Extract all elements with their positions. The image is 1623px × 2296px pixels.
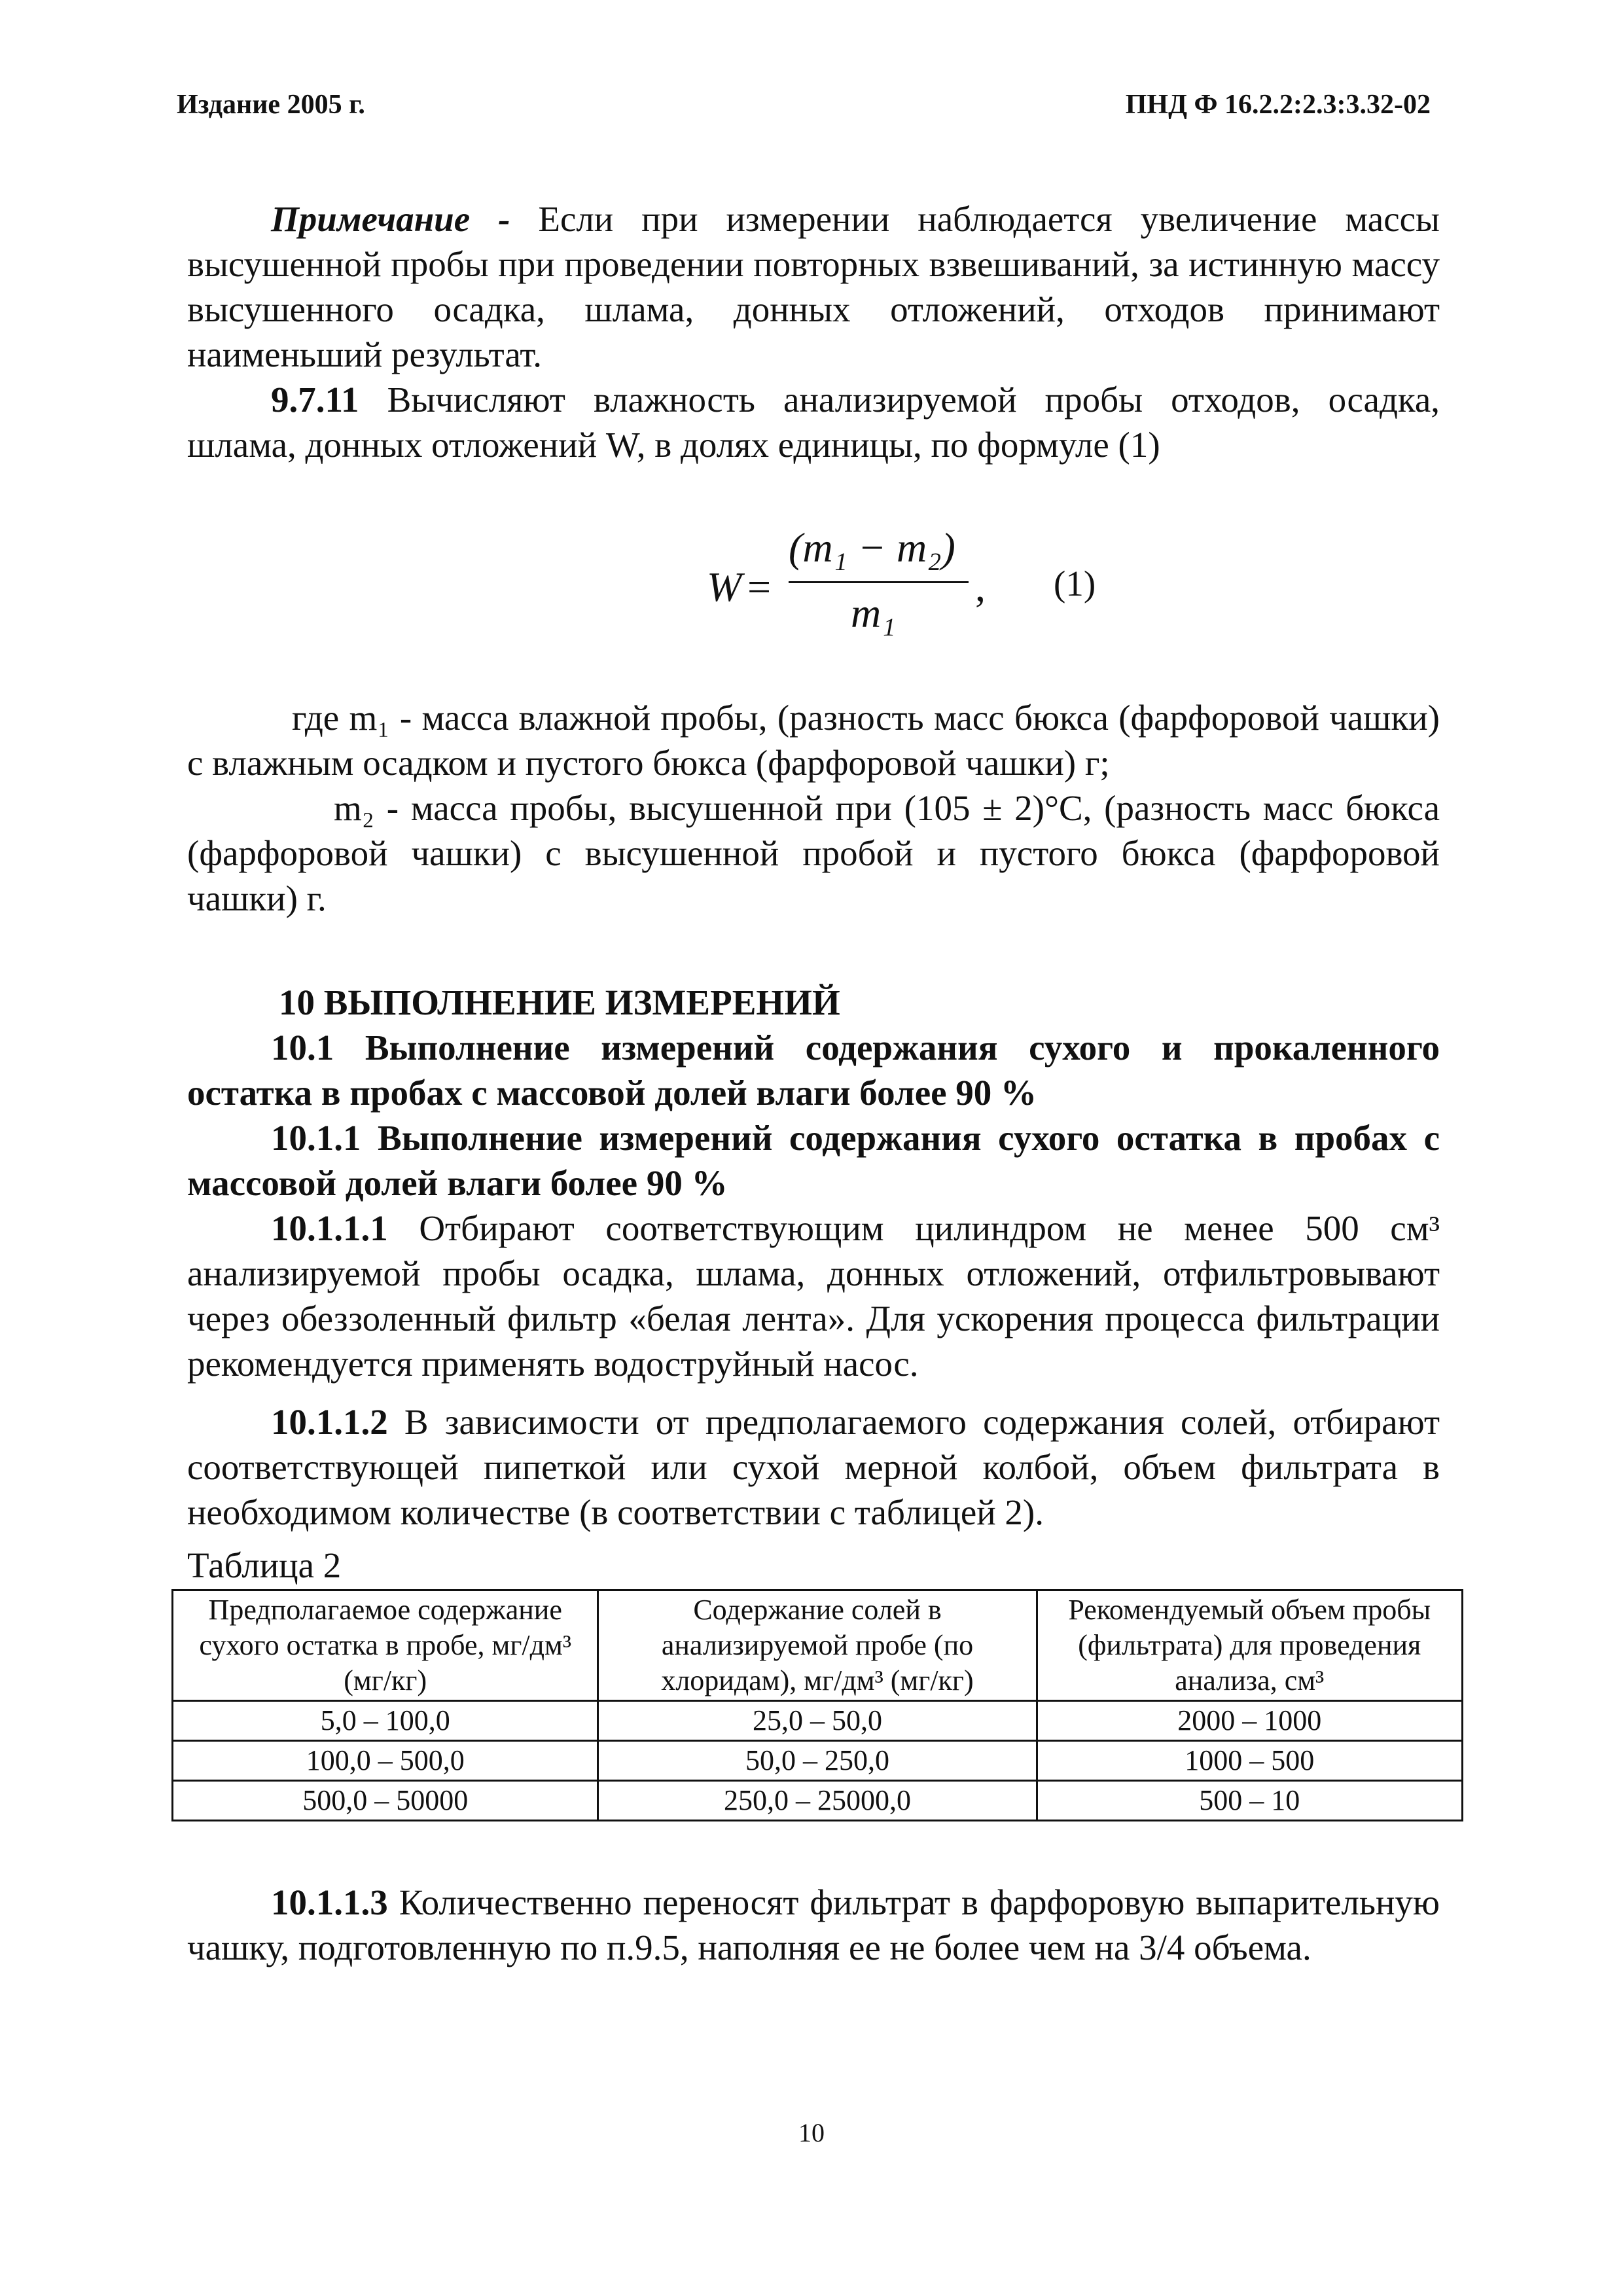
section-10 <box>187 980 1440 1535</box>
note-text: Если при измерении наблюдается увеличение массы высушенной пробы при проведении повторных взвешиваний, за истинную массу высушенного осадка, шлама, донных отложений, отходов принимают наименьший результат. <box>187 199 1440 374</box>
where-block <box>187 695 1440 921</box>
paragraph-10-1-1-3-number: 10.1.1.3 <box>271 1882 388 1922</box>
table-cell: 50,0 – 250,0 <box>598 1741 1037 1781</box>
paragraph-10-1-1-3 <box>187 1880 1440 1970</box>
paragraph-10-1-1-2 <box>187 1399 1440 1535</box>
table-cell: 1000 – 500 <box>1037 1741 1462 1781</box>
table-header-row <box>173 1590 1463 1701</box>
formula-1 <box>707 524 1165 661</box>
table-cell: 25,0 – 50,0 <box>598 1701 1037 1741</box>
formula-denominator: m₁ <box>851 590 896 636</box>
note-label: Примечание - <box>271 199 510 239</box>
formula-lhs: W <box>707 564 742 610</box>
table-2 <box>171 1589 1463 1821</box>
table-header-cell: Содержание солей в анализируемой пробе (по хлоридам), мг/дм³ (мг/кг) <box>598 1590 1037 1701</box>
page-number: 10 <box>798 2118 825 2147</box>
edition-label: Издание 2005 г. <box>177 90 365 120</box>
subsection-10-1-1: 10.1.1 Выполнение измерений содержания сухого остатка в пробах с массовой долей влаги более 90 % <box>187 1118 1440 1203</box>
formula-numerator: (m₁ − m₂) <box>789 524 955 571</box>
document-code: ПНД Ф 16.2.2:2.3:3.32-02 <box>1125 90 1431 120</box>
clause-9-7-11-text: Вычисляют влажность анализируемой пробы отходов, осадка, шлама, донных отложений W, в долях единицы, по формуле (1) <box>187 380 1440 465</box>
note-paragraph <box>187 196 1440 377</box>
paragraph-10-1-1-1-number: 10.1.1.1 <box>271 1208 388 1248</box>
clause-9-7-11 <box>187 377 1440 467</box>
paragraph-10-1-1-2-number: 10.1.1.2 <box>271 1402 388 1442</box>
paragraph-10-1-1-3-block <box>187 1880 1440 1970</box>
table-header-cell: Рекомендуемый объем пробы (фильтрата) для проведения анализа, см³ <box>1037 1590 1462 1701</box>
paragraph-10-1-1-2-text: В зависимости от предполагаемого содержания солей, отбирают соответствующей пипеткой или сухой мерной колбой, объем фильтрата в необходимом количестве (в соответствии с таблицей 2). <box>187 1402 1440 1532</box>
clause-9-7-11-number: 9.7.11 <box>271 380 359 420</box>
table-2-caption: Таблица 2 <box>187 1545 342 1585</box>
where-m1: где m₁ - масса влажной пробы, (разность масс бюкса (фарфоровой чашки) с влажным осадком и пустого бюкса (фарфоровой чашки) г; <box>187 698 1440 783</box>
table-cell: 250,0 – 25000,0 <box>598 1781 1037 1821</box>
subsection-10-1: 10.1 Выполнение измерений содержания сухого и прокаленного остатка в пробах с массовой долей влаги более 90 % <box>187 1028 1440 1113</box>
table-cell: 100,0 – 500,0 <box>173 1741 598 1781</box>
table-cell: 500 – 10 <box>1037 1781 1462 1821</box>
formula-comma: , <box>975 564 986 610</box>
formula-number: (1) <box>1054 564 1096 603</box>
table-cell: 5,0 – 100,0 <box>173 1701 598 1741</box>
table-cell: 2000 – 1000 <box>1037 1701 1462 1741</box>
paragraph-10-1-1-1-text: Отбирают соответствующим цилиндром не менее 500 см³ анализируемой пробы осадка, шлама, донных отложений, отфильтровывают через обеззоленный фильтр «белая лента». Для ускорения процесса фильтрации рекомендуется применять водоструйный насос. <box>187 1208 1440 1384</box>
table-row <box>173 1701 1463 1741</box>
section-10-title: 10 ВЫПОЛНЕНИЕ ИЗМЕРЕНИЙ <box>279 982 840 1022</box>
note-block <box>187 196 1440 467</box>
table-header-cell: Предполагаемое содержание сухого остатка в пробе, мг/дм³ (мг/кг) <box>173 1590 598 1701</box>
table-row <box>173 1741 1463 1781</box>
paragraph-10-1-1-3-text: Количественно переносят фильтрат в фарфоровую выпарительную чашку, подготовленную по п.9.5, наполняя ее не более чем на 3/4 объема. <box>187 1882 1440 1967</box>
where-m2: m₂ - масса пробы, высушенной при (105 ± 2)°С, (разность масс бюкса (фарфоровой чашки) с высушенной пробой и пустого бюкса (фарфоровой чашки) г. <box>187 788 1440 918</box>
table-cell: 500,0 – 50000 <box>173 1781 598 1821</box>
paragraph-10-1-1-1 <box>187 1206 1440 1386</box>
fraction-bar <box>789 581 969 583</box>
formula-equals: = <box>747 564 772 610</box>
table-row <box>173 1781 1463 1821</box>
